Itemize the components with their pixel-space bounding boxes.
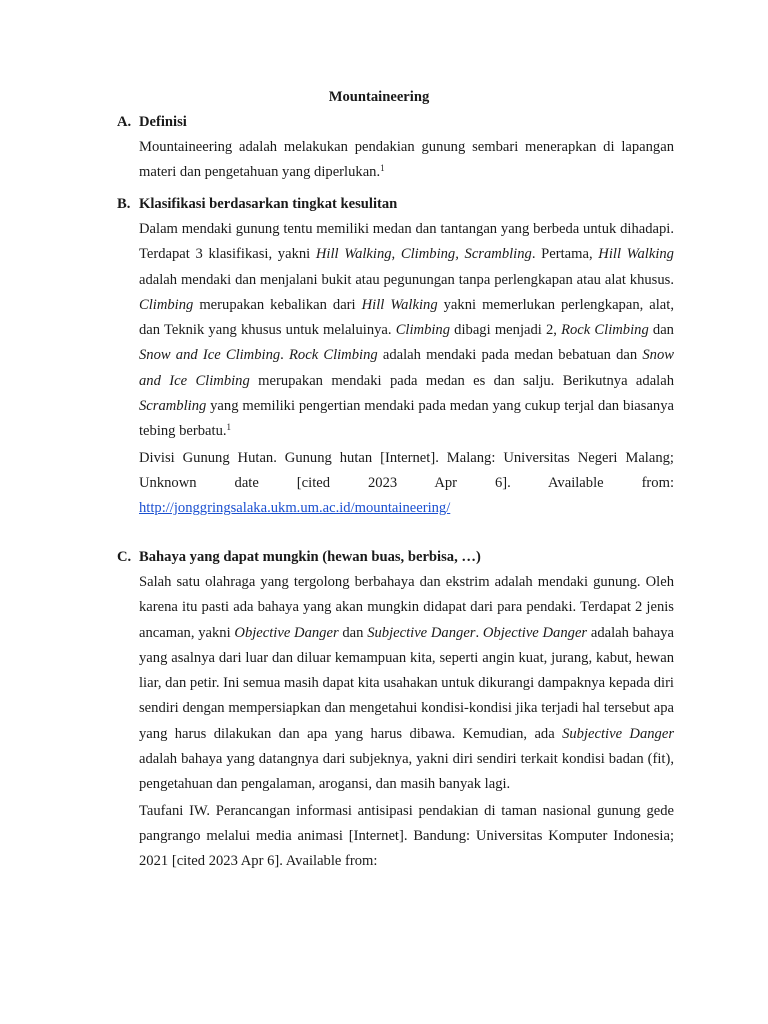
italic-term: Climbing [395, 322, 451, 339]
document-title: Mountaineering [328, 89, 430, 105]
italic-term: Climbing [139, 296, 194, 313]
section-c-body [139, 570, 674, 875]
text-run: adalah mendaki dan menjalani bukit atau pegunungan tanpa perlengkapan atau alat khusus. [139, 271, 674, 288]
footnote-marker: 1 [380, 163, 385, 174]
paragraph [139, 135, 674, 186]
text-run: Taufani IW. Perancangan informasi antisipasi pendakian di taman nasional gunung gede pangrango melalui media animasi [Internet]. Bandung: Universitas Komputer Indonesia; 2021 [cited 2023 Apr 6]. Available from: [139, 802, 674, 870]
italic-term: Snow and Ice Climbing [139, 347, 674, 389]
text-run: yang memiliki pengertian mendaki pada medan yang cukup terjal dan biasanya tebing berbatu. [139, 398, 674, 440]
text-run: dan [338, 624, 368, 641]
italic-term: Rock Climbing [561, 322, 649, 339]
section-b-heading [117, 192, 397, 217]
italic-term: Hill Walking [598, 246, 674, 263]
italic-term: Hill Walking, Climbing, Scrambling [315, 246, 532, 263]
paragraph [139, 217, 674, 445]
section-heading-text: Definisi [139, 114, 187, 130]
text-run: adalah bahaya yang datangnya dari subjeknya, yakni diri sendiri terkait kondisi badan (fit), pengetahuan dan pengalaman, arogansi, dan masih banyak lagi. [139, 751, 674, 793]
section-letter: A. [117, 114, 132, 130]
section-b-body [139, 217, 674, 522]
section-a-body [139, 135, 674, 186]
reference-link[interactable]: http://jonggringsalaka.ukm.um.ac.id/mountaineering/ [139, 500, 451, 517]
text-run: Mountaineering adalah melakukan pendakian gunung sembari menerapkan di lapangan materi dan pengetahuan yang diperlukan. [139, 139, 674, 181]
text-run: dibagi menjadi 2, [450, 322, 562, 339]
footnote-marker: 1 [226, 422, 232, 433]
text-run: adalah mendaki pada medan bebatuan dan [377, 347, 643, 364]
text-run: adalah bahaya yang asalnya dari luar dan diluar kemampuan kita, seperti angin kuat, jurang, kabut, hewan liar, dan petir. Ini semua masih dapat kita usahakan untuk dikurangi dampaknya kepada diri sendiri dengan mempersiapkan dan mengetahui kondisi-kondisi jika terjadi hal tersebut apa yang harus dilakukan dan apa yang harus dibawa. Kemudian, ada [139, 624, 674, 742]
section-a-heading [117, 110, 187, 135]
section-heading-text: Klasifikasi berdasarkan tingkat kesulitan [139, 196, 398, 212]
text-run: yakni memerlukan perlengkapan, alat, dan Teknik yang khusus untuk melaluinya. [139, 296, 674, 339]
text-run: . [475, 624, 483, 641]
text-run: Divisi Gunung Hutan. Gunung hutan [Internet]. Malang: Universitas Negeri Malang; Unknown date [cited 2023 Apr 6]. Available from: [139, 449, 674, 491]
italic-term: Snow and Ice Climbing [139, 347, 281, 364]
text-run: . Pertama, [531, 246, 599, 263]
italic-term: Hill Walking [361, 296, 438, 313]
italic-term: Objective Danger [234, 624, 339, 641]
section-letter: C. [117, 549, 132, 565]
text-run: . [280, 347, 289, 364]
italic-term: Subjective Danger [367, 624, 476, 641]
italic-term: Rock Climbing [289, 347, 378, 364]
text-run: merupakan mendaki pada medan es dan salju. Berikutnya adalah [249, 372, 674, 389]
section-c-heading [117, 545, 481, 570]
italic-term: Subjective Danger [562, 725, 675, 742]
text-run: Salah satu olahraga yang tergolong berbahaya dan ekstrim adalah mendaki gunung. Oleh karena itu pasti ada bahaya yang akan mungkin didapat dari para pendaki. Terdapat 2 jenis ancaman, yakni [139, 574, 674, 641]
paragraph [139, 446, 674, 522]
paragraph [139, 799, 674, 875]
section-heading-text: Bahaya yang dapat mungkin (hewan buas, berbisa, …) [139, 549, 481, 565]
text-run: dan [648, 322, 674, 339]
section-letter: B. [117, 196, 131, 212]
text-run: Dalam mendaki gunung tentu memiliki medan dan tantangan yang berbeda untuk dihadapi. Terdapat 3 klasifikasi, yakni [139, 221, 674, 263]
paragraph [139, 570, 674, 798]
italic-term: Objective Danger [482, 624, 588, 641]
text-run: merupakan kebalikan dari [193, 296, 362, 313]
italic-term: Scrambling [139, 398, 207, 415]
